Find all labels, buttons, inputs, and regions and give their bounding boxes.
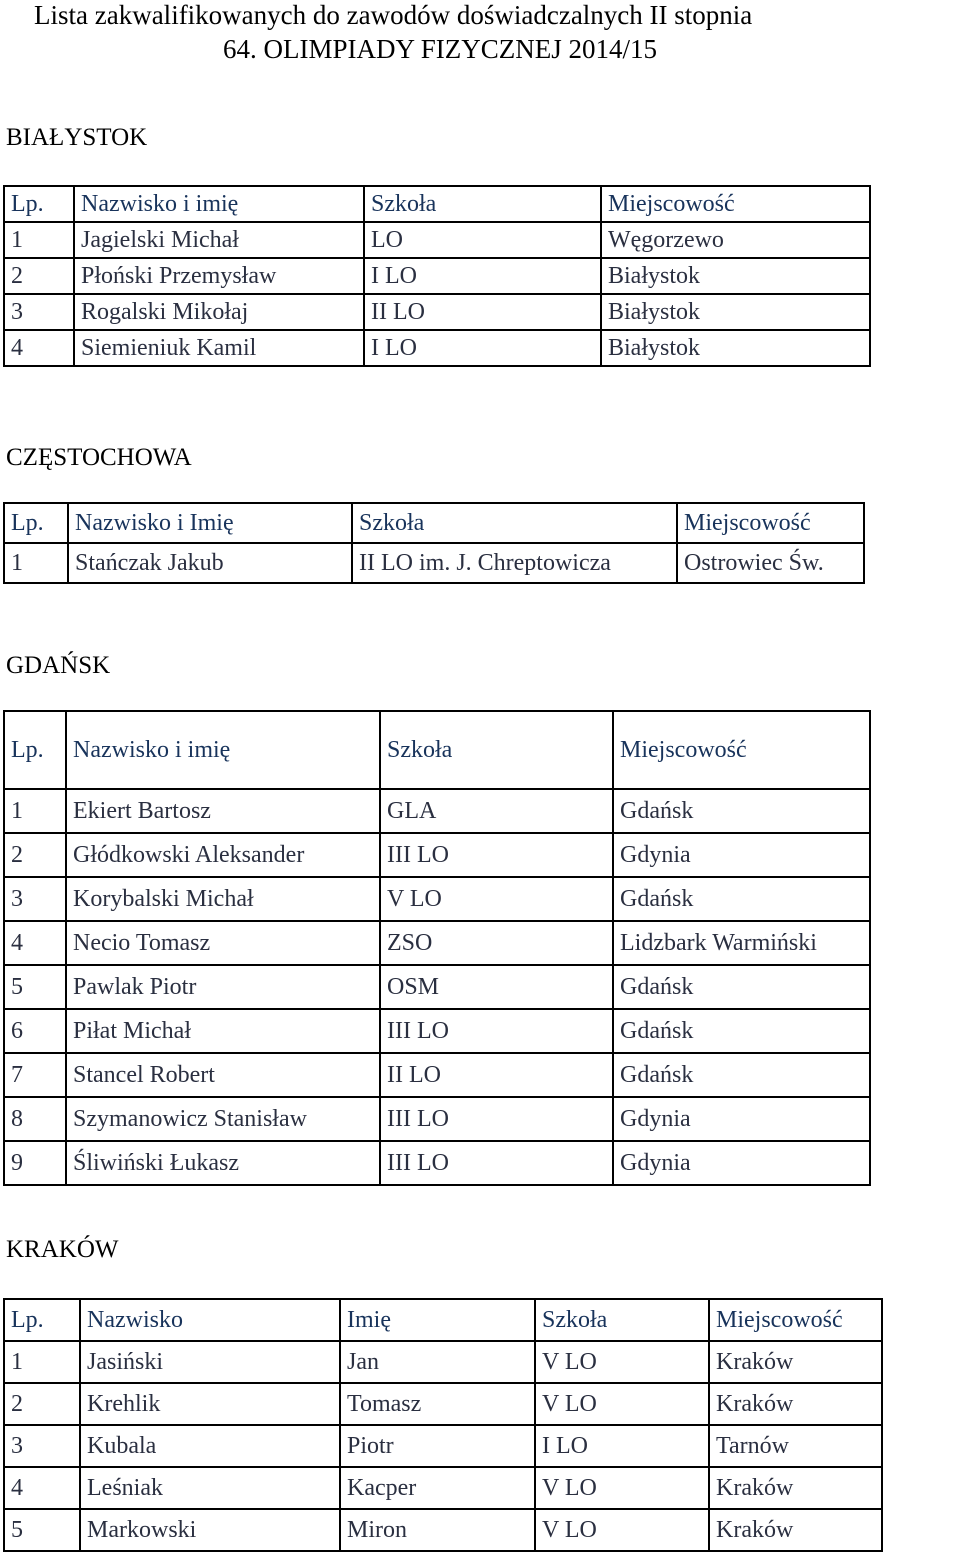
cell-city: Gdańsk (613, 877, 870, 921)
table-row (4, 1509, 882, 1551)
table-row (4, 789, 870, 833)
cell-school: II LO (364, 294, 601, 330)
cell-school: III LO (380, 1097, 613, 1141)
table-row (4, 965, 870, 1009)
header-cell: Szkoła (352, 503, 677, 543)
table-header-row (4, 186, 870, 222)
cell-school: GLA (380, 789, 613, 833)
cell-surname: Jasiński (80, 1341, 340, 1383)
cell-city: Kraków (709, 1341, 882, 1383)
cell-city: Tarnów (709, 1425, 882, 1467)
cell-city: Gdańsk (613, 1009, 870, 1053)
cell-city: Węgorzewo (601, 222, 870, 258)
cell-name: Rogalski Mikołaj (74, 294, 364, 330)
header-cell: Lp. (4, 503, 68, 543)
cell-name: Jagielski Michał (74, 222, 364, 258)
document-title-line2: 64. OLIMPIADY FIZYCZNEJ 2014/15 (223, 34, 657, 64)
cell-school: III LO (380, 1141, 613, 1185)
cell-lp: 3 (4, 877, 66, 921)
cell-school: V LO (535, 1509, 709, 1551)
cell-name: Śliwiński Łukasz (66, 1141, 380, 1185)
cell-name: Necio Tomasz (66, 921, 380, 965)
cell-city: Gdańsk (613, 1053, 870, 1097)
cell-lp: 1 (4, 222, 74, 258)
header-cell: Szkoła (380, 711, 613, 789)
section-title-krakow: KRAKÓW (6, 1236, 119, 1263)
cell-name: Korybalski Michał (66, 877, 380, 921)
table-bialystok (3, 185, 871, 367)
cell-name: Stańczak Jakub (68, 543, 352, 583)
cell-city: Białystok (601, 294, 870, 330)
header-cell: Imię (340, 1299, 535, 1341)
cell-school: LO (364, 222, 601, 258)
header-cell: Nazwisko i Imię (68, 503, 352, 543)
cell-firstname: Miron (340, 1509, 535, 1551)
table-row (4, 1009, 870, 1053)
cell-lp: 4 (4, 330, 74, 366)
header-cell: Miejscowość (613, 711, 870, 789)
cell-surname: Krehlik (80, 1383, 340, 1425)
table-header-row (4, 711, 870, 789)
table-row (4, 1467, 882, 1509)
header-cell: Miejscowość (677, 503, 864, 543)
table-row (4, 1097, 870, 1141)
table-row (4, 294, 870, 330)
cell-school: III LO (380, 833, 613, 877)
cell-city: Lidzbark Warmiński (613, 921, 870, 965)
cell-firstname: Tomasz (340, 1383, 535, 1425)
section-title-gdansk: GDAŃSK (6, 652, 111, 679)
cell-city: Gdańsk (613, 965, 870, 1009)
header-cell: Szkoła (364, 186, 601, 222)
cell-school: II LO (380, 1053, 613, 1097)
cell-city: Gdynia (613, 1097, 870, 1141)
cell-school: V LO (535, 1341, 709, 1383)
cell-school: III LO (380, 1009, 613, 1053)
cell-city: Białystok (601, 258, 870, 294)
cell-name: Siemieniuk Kamil (74, 330, 364, 366)
table-row (4, 877, 870, 921)
table-krakow (3, 1298, 883, 1552)
cell-name: Pawlak Piotr (66, 965, 380, 1009)
table-row (4, 1341, 882, 1383)
table-header-row (4, 503, 864, 543)
table-header-row (4, 1299, 882, 1341)
cell-lp: 5 (4, 965, 66, 1009)
table-row (4, 1053, 870, 1097)
table-row (4, 543, 864, 583)
cell-name: Ekiert Bartosz (66, 789, 380, 833)
cell-lp: 3 (4, 294, 74, 330)
cell-lp: 1 (4, 789, 66, 833)
cell-school: ZSO (380, 921, 613, 965)
cell-school: I LO (535, 1425, 709, 1467)
cell-school: I LO (364, 330, 601, 366)
cell-school: I LO (364, 258, 601, 294)
cell-lp: 1 (4, 1341, 80, 1383)
cell-city: Białystok (601, 330, 870, 366)
cell-lp: 5 (4, 1509, 80, 1551)
cell-lp: 3 (4, 1425, 80, 1467)
header-cell: Nazwisko i imię (74, 186, 364, 222)
cell-lp: 4 (4, 1467, 80, 1509)
table-gdansk (3, 710, 871, 1186)
cell-lp: 2 (4, 258, 74, 294)
cell-name: Szymanowicz Stanisław (66, 1097, 380, 1141)
header-cell: Lp. (4, 711, 66, 789)
header-cell: Nazwisko i imię (66, 711, 380, 789)
table-row (4, 1141, 870, 1185)
cell-firstname: Kacper (340, 1467, 535, 1509)
cell-lp: 4 (4, 921, 66, 965)
cell-lp: 7 (4, 1053, 66, 1097)
table-row (4, 921, 870, 965)
cell-city: Ostrowiec Św. (677, 543, 864, 583)
cell-city: Kraków (709, 1509, 882, 1551)
cell-name: Piłat Michał (66, 1009, 380, 1053)
cell-surname: Markowski (80, 1509, 340, 1551)
cell-school: V LO (535, 1467, 709, 1509)
cell-school: V LO (535, 1383, 709, 1425)
table-row (4, 833, 870, 877)
document-title-line1: Lista zakwalifikowanych do zawodów doświadczalnych II stopnia (34, 0, 753, 30)
table-row (4, 1383, 882, 1425)
table-czestochowa (3, 502, 865, 584)
cell-city: Gdynia (613, 1141, 870, 1185)
cell-firstname: Jan (340, 1341, 535, 1383)
cell-city: Kraków (709, 1383, 882, 1425)
section-title-bialystok: BIAŁYSTOK (6, 124, 148, 151)
header-cell: Lp. (4, 1299, 80, 1341)
cell-school: V LO (380, 877, 613, 921)
cell-lp: 9 (4, 1141, 66, 1185)
cell-firstname: Piotr (340, 1425, 535, 1467)
header-cell: Miejscowość (709, 1299, 882, 1341)
cell-city: Kraków (709, 1467, 882, 1509)
header-cell: Szkoła (535, 1299, 709, 1341)
cell-lp: 6 (4, 1009, 66, 1053)
cell-name: Stancel Robert (66, 1053, 380, 1097)
cell-city: Gdynia (613, 833, 870, 877)
cell-name: Głódkowski Aleksander (66, 833, 380, 877)
header-cell: Miejscowość (601, 186, 870, 222)
header-cell: Lp. (4, 186, 74, 222)
cell-surname: Leśniak (80, 1467, 340, 1509)
table-row (4, 1425, 882, 1467)
cell-lp: 1 (4, 543, 68, 583)
cell-school: OSM (380, 965, 613, 1009)
table-row (4, 330, 870, 366)
cell-lp: 2 (4, 1383, 80, 1425)
section-title-czestochowa: CZĘSTOCHOWA (6, 444, 192, 471)
cell-city: Gdańsk (613, 789, 870, 833)
table-row (4, 222, 870, 258)
cell-lp: 8 (4, 1097, 66, 1141)
cell-school: II LO im. J. Chreptowicza (352, 543, 677, 583)
header-cell: Nazwisko (80, 1299, 340, 1341)
cell-name: Płoński Przemysław (74, 258, 364, 294)
table-row (4, 258, 870, 294)
cell-surname: Kubala (80, 1425, 340, 1467)
cell-lp: 2 (4, 833, 66, 877)
